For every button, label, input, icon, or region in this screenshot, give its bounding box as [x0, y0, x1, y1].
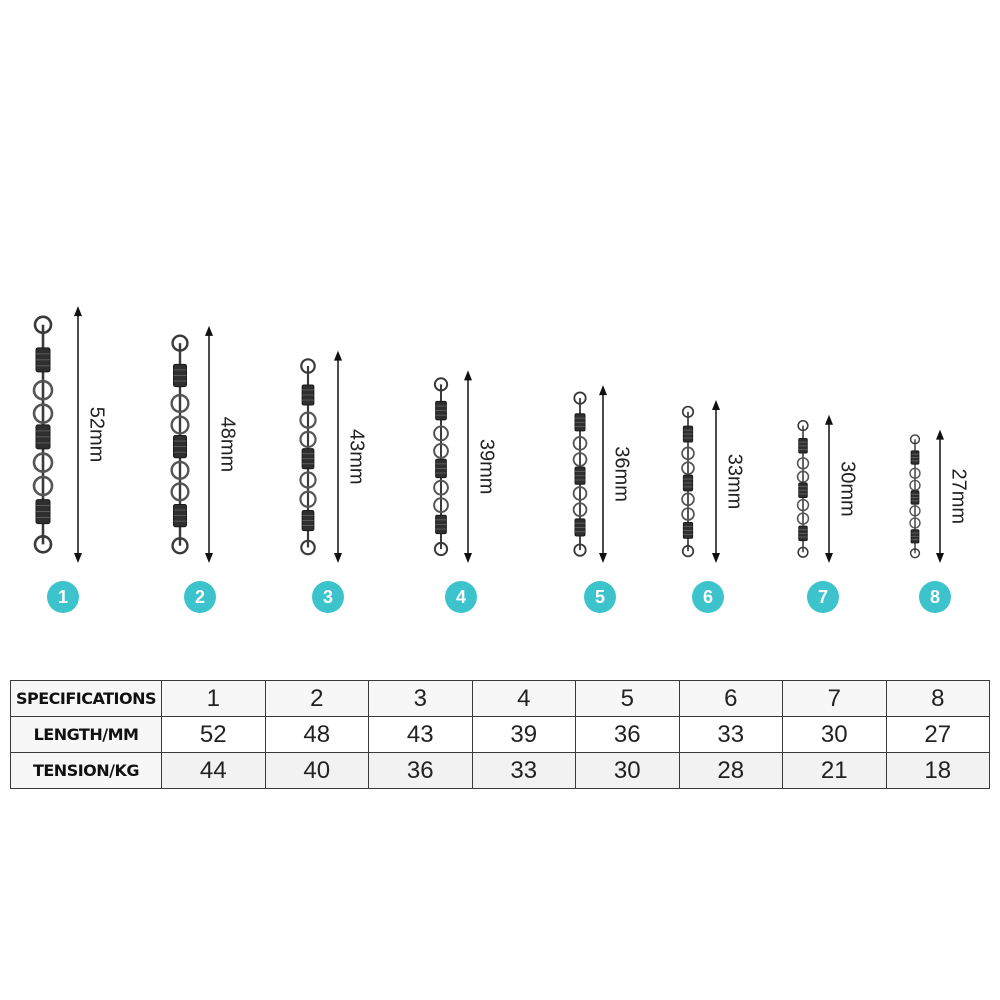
row-header-specifications: SPECIFICATIONS: [11, 681, 162, 717]
number-badge-label: 2: [194, 586, 206, 607]
length-cell: 36: [576, 717, 680, 753]
length-cell: 52: [162, 717, 266, 753]
swivel-3: [300, 351, 367, 613]
spec-cell: 1: [162, 681, 266, 717]
spec-cell: 3: [369, 681, 473, 717]
swivel-8: [910, 430, 970, 613]
length-label: 39mm: [475, 438, 498, 495]
arrow-head-up: [205, 326, 213, 336]
arrow-head-down: [205, 553, 213, 563]
arrow-head-down: [936, 553, 944, 563]
arrow-head-down: [712, 553, 720, 563]
tension-cell: 30: [576, 753, 680, 789]
length-cell: 48: [265, 717, 369, 753]
arrow-head-down: [825, 553, 833, 563]
tension-cell: 44: [162, 753, 266, 789]
length-label: 27mm: [947, 468, 970, 525]
arrow-head-up: [712, 400, 720, 410]
number-badge-label: 1: [57, 586, 69, 607]
tension-cell: 28: [679, 753, 783, 789]
length-label: 48mm: [216, 416, 239, 473]
tension-cell: 40: [265, 753, 369, 789]
tension-cell: 18: [886, 753, 990, 789]
spec-cell: 8: [886, 681, 990, 717]
length-cell: 30: [783, 717, 887, 753]
tension-cell: 36: [369, 753, 473, 789]
table-row-length: [11, 717, 990, 753]
length-label: 30mm: [836, 461, 859, 517]
table-row-specifications: [11, 681, 990, 717]
spec-cell: 7: [783, 681, 887, 717]
length-cell: 39: [472, 717, 576, 753]
number-badge-label: 7: [817, 586, 829, 607]
swivel-1: [34, 306, 108, 613]
arrow-head-up: [334, 351, 342, 361]
spec-cell: 6: [679, 681, 783, 717]
length-label: 52mm: [85, 406, 108, 463]
tension-cell: 33: [472, 753, 576, 789]
length-label: 33mm: [723, 453, 746, 510]
swivel-2: [172, 326, 239, 613]
number-badge-label: 5: [594, 586, 606, 607]
swivel-5: [574, 385, 633, 613]
arrow-head-up: [936, 430, 944, 440]
spec-cell: 2: [265, 681, 369, 717]
spec-cell: 4: [472, 681, 576, 717]
arrow-head-up: [464, 370, 472, 380]
length-cell: 43: [369, 717, 473, 753]
swivel-6: [682, 400, 746, 613]
specification-table: [10, 680, 990, 789]
number-badge-label: 6: [702, 586, 714, 607]
arrow-head-up: [825, 415, 833, 425]
arrow-head-down: [599, 553, 607, 563]
arrow-head-up: [74, 306, 82, 316]
arrow-head-down: [464, 553, 472, 563]
length-label: 36mm: [610, 446, 633, 502]
table-row-tension: [11, 753, 990, 789]
arrow-head-up: [599, 385, 607, 395]
length-cell: 27: [886, 717, 990, 753]
number-badge-label: 4: [455, 586, 467, 607]
arrow-head-down: [74, 553, 82, 563]
spec-cell: 5: [576, 681, 680, 717]
number-badge-label: 8: [929, 586, 941, 607]
number-badge-label: 3: [322, 586, 334, 607]
length-cell: 33: [679, 717, 783, 753]
arrow-head-down: [334, 553, 342, 563]
length-label: 43mm: [345, 429, 368, 485]
row-header-tension: TENSION/KG: [11, 753, 162, 789]
swivel-4: [434, 370, 498, 613]
row-header-length: LENGTH/MM: [11, 717, 162, 753]
tension-cell: 21: [783, 753, 887, 789]
swivel-7: [798, 415, 859, 613]
